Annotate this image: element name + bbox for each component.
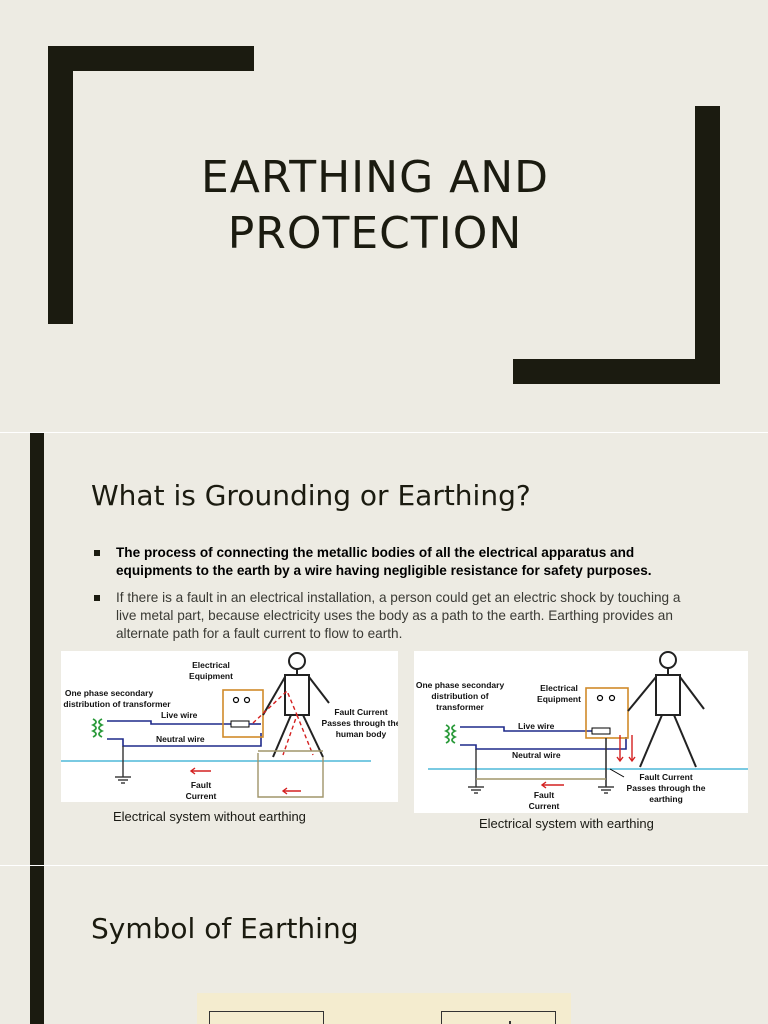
title-line-1: EARTHING AND <box>200 152 550 203</box>
grounding-slide <box>0 433 768 865</box>
symbol-frame-right <box>441 1011 556 1024</box>
neutral-wire-label: Neutral wire <box>156 734 205 744</box>
top-left-bracket-vertical <box>48 46 73 324</box>
equipment-label: Electrical <box>540 683 578 693</box>
slide-heading: What is Grounding or Earthing? <box>91 479 531 512</box>
transformer-coil-icon <box>446 725 455 743</box>
bottom-right-bracket-horizontal <box>513 359 720 384</box>
equipment-label: Equipment <box>189 671 233 681</box>
earth-symbol-icon <box>598 787 614 793</box>
caption-without-earthing: Electrical system without earthing <box>113 809 306 824</box>
fuse-icon <box>592 728 610 734</box>
bullet-square-icon <box>94 595 100 601</box>
transformer-label: One phase secondary <box>64 688 154 698</box>
symbol-image-panel <box>197 993 571 1024</box>
earthing-path-label: Fault Current <box>639 772 693 782</box>
slide-title <box>150 150 600 262</box>
bullet-text: The process of connecting the metallic bodies of all the electrical apparatus and equipments to the earth by a wire having negligible resistance for safety purposes. <box>116 545 652 578</box>
slide-heading: Symbol of Earthing <box>91 912 359 945</box>
neutral-wire-label: Neutral wire <box>512 750 561 760</box>
fault-current-label: Current <box>185 791 217 801</box>
title-slide <box>0 0 768 432</box>
diagram-with-earthing <box>414 651 748 813</box>
earth-symbol-icon <box>115 777 131 783</box>
transformer-coil-icon <box>93 719 102 737</box>
equipment-label: Electrical <box>192 660 230 670</box>
figure-with-earthing <box>414 651 748 813</box>
transformer-label: distribution of transformer <box>63 699 171 709</box>
title-line-2: PROTECTION <box>227 208 523 259</box>
bottom-right-bracket-vertical <box>695 106 720 384</box>
earthing-path-label: earthing <box>649 794 683 804</box>
person-icon <box>628 652 704 767</box>
live-wire-label: Live wire <box>518 721 555 731</box>
live-wire <box>107 721 231 724</box>
figure-without-earthing <box>61 651 398 802</box>
fault-path <box>253 691 313 755</box>
diagram-without-earthing <box>61 651 398 802</box>
earth-symbol-icon <box>468 787 484 793</box>
fuse-icon <box>231 721 249 727</box>
transformer-label: distribution of <box>431 691 489 701</box>
fault-arrow-icon <box>542 735 635 788</box>
bullet-square-icon <box>94 550 100 556</box>
body-path-label: human body <box>335 729 387 739</box>
bullet-item <box>94 589 694 643</box>
equipment-box <box>223 690 263 737</box>
symbol-frame-left <box>209 1011 324 1024</box>
body-path-label: Passes through the <box>321 718 398 728</box>
transformer-label: transformer <box>436 702 484 712</box>
live-wire-label: Live wire <box>161 710 198 720</box>
body-path-label: Fault Current <box>334 707 388 717</box>
left-accent-bar <box>30 433 44 865</box>
fault-current-label: Fault <box>190 780 212 790</box>
fault-current-label: Current <box>528 801 560 811</box>
transformer-label: One phase secondary <box>415 680 505 690</box>
bullet-item <box>94 544 694 580</box>
caption-with-earthing: Electrical system with earthing <box>479 816 654 831</box>
left-accent-bar <box>30 866 44 1024</box>
fault-current-label: Fault <box>533 790 555 800</box>
earthing-path-label: Passes through the <box>626 783 706 793</box>
person-icon <box>263 653 329 757</box>
symbol-slide <box>0 866 768 1024</box>
bullet-text: If there is a fault in an electrical installation, a person could get an electric shock by touching a live metal part, because electricity uses the body as a path to the earth. Earthing provides an alternate path for a fault current to flow to earth. <box>116 590 681 641</box>
equipment-label: Equipment <box>537 694 581 704</box>
top-left-bracket-horizontal <box>48 46 254 71</box>
